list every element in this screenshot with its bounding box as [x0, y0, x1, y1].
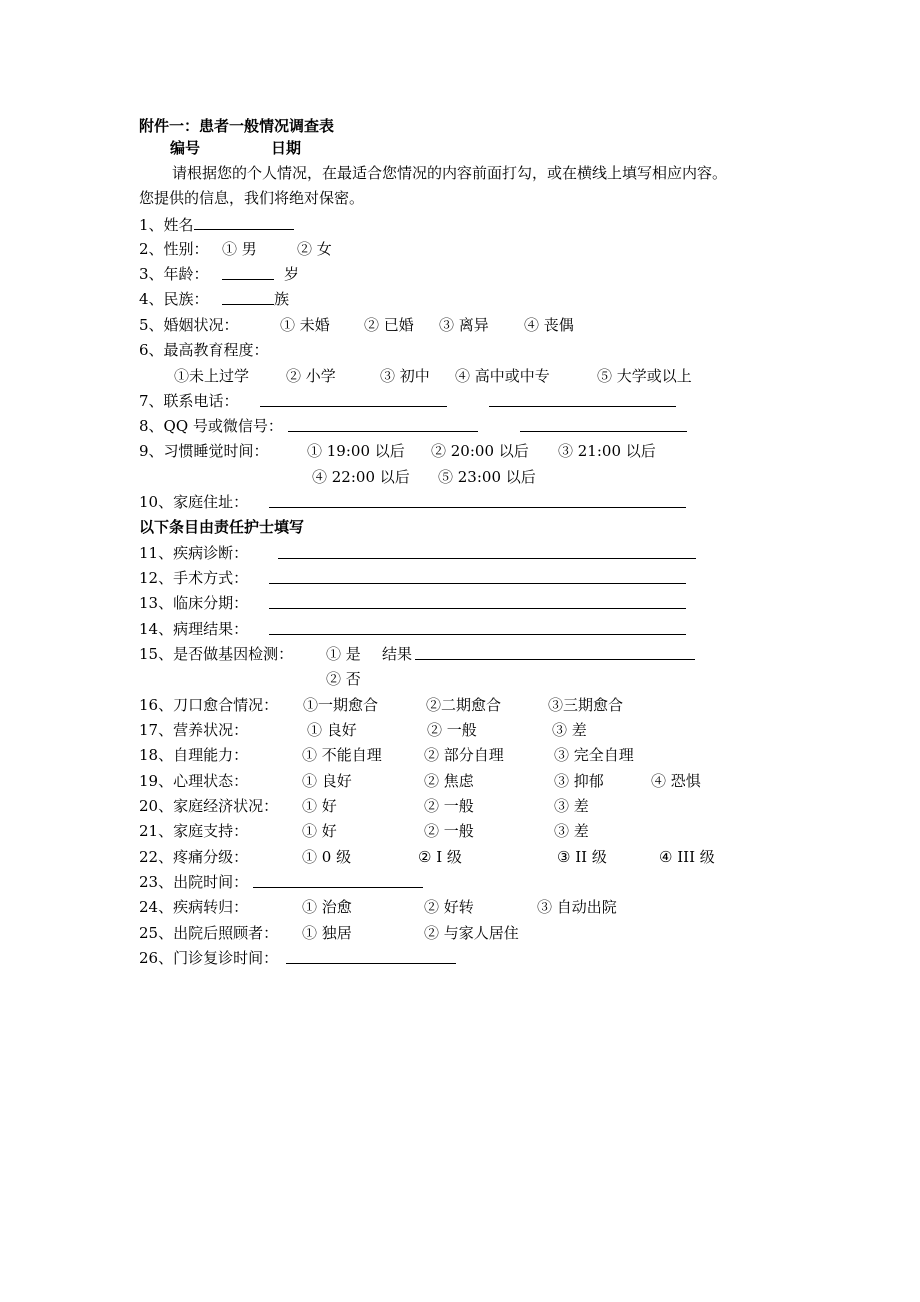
q26-label: 26、门诊复诊时间： — [139, 949, 279, 967]
genetic-result-label: 结果 — [382, 645, 413, 663]
nutrition-option-2[interactable]: ② 一般 — [427, 721, 477, 739]
psych-option-1[interactable]: ① 良好 — [302, 772, 352, 790]
caregiver-option-2[interactable]: ② 与家人居住 — [424, 924, 519, 942]
q10-label: 10、家庭住址： — [139, 493, 249, 511]
sleep-option-1[interactable]: ① 19:00 以后 — [307, 442, 405, 460]
sleep-option-2[interactable]: ② 20:00 以后 — [431, 442, 529, 460]
education-option-2[interactable]: ② 小学 — [286, 367, 336, 385]
q23-label: 23、出院时间： — [139, 873, 249, 891]
followup-time-field[interactable] — [286, 948, 456, 964]
address-field[interactable] — [269, 492, 686, 508]
phone-field-1[interactable] — [260, 391, 447, 407]
id-label: 编号 — [170, 139, 201, 157]
ethnicity-field[interactable] — [222, 289, 274, 305]
marital-option-1[interactable]: ① 未婚 — [280, 316, 330, 334]
nutrition-option-3[interactable]: ③ 差 — [552, 721, 587, 739]
outcome-option-3[interactable]: ③ 自动出院 — [537, 898, 617, 916]
economic-option-3[interactable]: ③ 差 — [554, 797, 589, 815]
q21-label: 21、家庭支持： — [139, 822, 249, 840]
pain-option-4[interactable]: ④ III 级 — [659, 848, 715, 866]
education-option-3[interactable]: ③ 初中 — [380, 367, 430, 385]
q22-label: 22、疼痛分级： — [139, 848, 249, 866]
support-option-3[interactable]: ③ 差 — [554, 822, 589, 840]
healing-option-3[interactable]: ③三期愈合 — [548, 696, 624, 714]
education-option-1[interactable]: ①未上过学 — [174, 367, 250, 385]
genetic-option-no[interactable]: ② 否 — [326, 670, 361, 688]
ethnicity-unit: 族 — [274, 290, 290, 308]
psych-option-2[interactable]: ② 焦虑 — [424, 772, 474, 790]
age-unit: 岁 — [284, 265, 300, 283]
q14-label: 14、病理结果： — [139, 620, 249, 638]
intro-line-2: 您提供的信息，我们将绝对保密。 — [139, 189, 365, 207]
education-option-5[interactable]: ⑤ 大学或以上 — [597, 367, 692, 385]
gender-option-male[interactable]: ① 男 — [222, 240, 257, 258]
caregiver-option-1[interactable]: ① 独居 — [302, 924, 352, 942]
outcome-option-2[interactable]: ② 好转 — [424, 898, 474, 916]
staging-field[interactable] — [269, 593, 686, 609]
name-field[interactable] — [194, 214, 294, 230]
genetic-option-yes[interactable]: ① 是 — [326, 645, 361, 663]
q12-label: 12、手术方式： — [139, 569, 249, 587]
q11-label: 11、疾病诊断： — [139, 544, 249, 562]
q8-label: 8、QQ 号或微信号： — [139, 417, 283, 435]
intro-line-1: 请根据您的个人情况，在最适合您情况的内容前面打勾，或在横线上填写相应内容。 — [172, 164, 728, 182]
economic-option-2[interactable]: ② 一般 — [424, 797, 474, 815]
surgery-field[interactable] — [269, 568, 686, 584]
q17-label: 17、营养状况： — [139, 721, 249, 739]
q16-label: 16、刀口愈合情况： — [139, 696, 279, 714]
pain-option-3[interactable]: ③ II 级 — [557, 848, 607, 866]
q6-education: 6、最高教育程度： — [139, 341, 269, 359]
q15-label: 15、是否做基因检测： — [139, 645, 294, 663]
sleep-option-4[interactable]: ④ 22:00 以后 — [312, 468, 410, 486]
pathology-field[interactable] — [269, 619, 686, 635]
q20-label: 20、家庭经济状况： — [139, 797, 279, 815]
date-label: 日期 — [271, 139, 302, 157]
selfcare-option-2[interactable]: ② 部分自理 — [424, 746, 504, 764]
age-field[interactable] — [222, 264, 274, 280]
psych-option-4[interactable]: ④ 恐惧 — [651, 772, 701, 790]
q1-label: 1、姓名 — [139, 216, 194, 234]
marital-option-4[interactable]: ④ 丧偶 — [524, 316, 574, 334]
q13-label: 13、临床分期： — [139, 594, 249, 612]
q25-label: 25、出院后照顾者： — [139, 924, 279, 942]
qq-field[interactable] — [288, 416, 478, 432]
q19-label: 19、心理状态： — [139, 772, 249, 790]
marital-option-2[interactable]: ② 已婚 — [364, 316, 414, 334]
discharge-time-field[interactable] — [253, 872, 423, 888]
genetic-result-field[interactable] — [415, 644, 695, 660]
marital-option-3[interactable]: ③ 离异 — [439, 316, 489, 334]
q7-label: 7、联系电话： — [139, 392, 239, 410]
outcome-option-1[interactable]: ① 治愈 — [302, 898, 352, 916]
healing-option-2[interactable]: ②二期愈合 — [426, 696, 502, 714]
phone-field-2[interactable] — [489, 391, 676, 407]
nurse-section-title: 以下条目由责任护士填写 — [139, 518, 305, 536]
wechat-field[interactable] — [520, 416, 687, 432]
q3-label: 3、年龄： — [139, 265, 209, 283]
support-option-2[interactable]: ② 一般 — [424, 822, 474, 840]
selfcare-option-1[interactable]: ① 不能自理 — [302, 746, 382, 764]
sleep-option-5[interactable]: ⑤ 23:00 以后 — [438, 468, 536, 486]
q4-label: 4、民族： — [139, 290, 209, 308]
diagnosis-field[interactable] — [278, 543, 696, 559]
pain-option-2[interactable]: ② I 级 — [418, 848, 462, 866]
support-option-1[interactable]: ① 好 — [302, 822, 337, 840]
q9-label: 9、习惯睡觉时间： — [139, 442, 269, 460]
sleep-option-3[interactable]: ③ 21:00 以后 — [558, 442, 656, 460]
q24-label: 24、疾病转归： — [139, 898, 249, 916]
q18-label: 18、自理能力： — [139, 746, 249, 764]
gender-option-female[interactable]: ② 女 — [297, 240, 332, 258]
psych-option-3[interactable]: ③ 抑郁 — [554, 772, 604, 790]
q1-name — [139, 214, 294, 234]
q5-label: 5、婚姻状况： — [139, 316, 239, 334]
q2-label: 2、性别： — [139, 240, 209, 258]
nutrition-option-1[interactable]: ① 良好 — [307, 721, 357, 739]
selfcare-option-3[interactable]: ③ 完全自理 — [554, 746, 634, 764]
form-title: 附件一：患者一般情况调查表 — [139, 117, 335, 135]
pain-option-1[interactable]: ① 0 级 — [302, 848, 352, 866]
education-option-4[interactable]: ④ 高中或中专 — [455, 367, 550, 385]
healing-option-1[interactable]: ①一期愈合 — [303, 696, 379, 714]
economic-option-1[interactable]: ① 好 — [302, 797, 337, 815]
